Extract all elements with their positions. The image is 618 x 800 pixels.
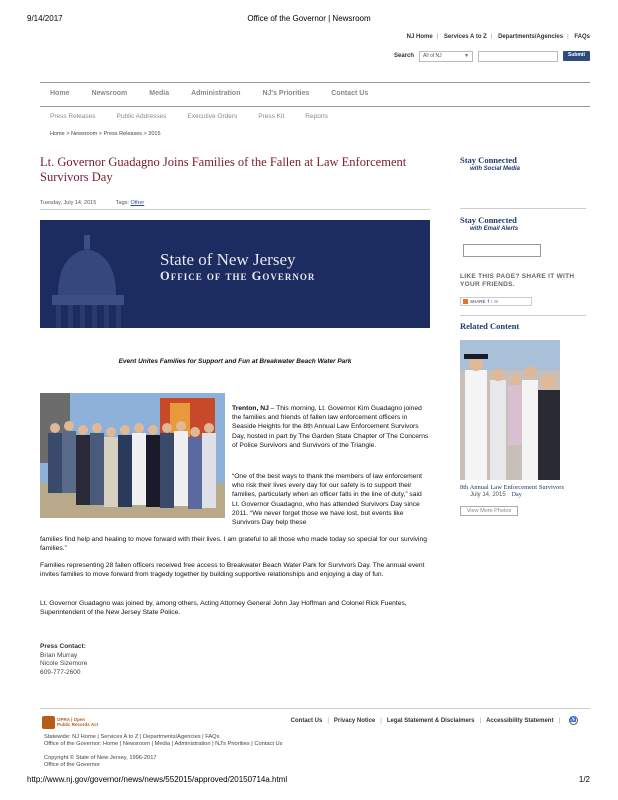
link-services[interactable]: Services A to Z [443, 34, 487, 40]
footer-legal[interactable]: Legal Statement & Disclaimers [386, 717, 475, 724]
article-paragraph-3: Families representing 28 fallen officers received free access to Breakwater Beach Water Park for Survivors Day. The annual event invites families to move forward from tragedy together by building supportive relationships and enjoying a day of fun. [40, 562, 425, 579]
footer-links: Contact Us | Privacy Notice | Legal Statement & Disclaimers | Accessibility Statement | ♿ [290, 717, 577, 724]
related-photo[interactable] [460, 340, 560, 480]
chevron-down-icon: ▼ [464, 52, 470, 59]
link-departments[interactable]: Departments/Agencies [498, 34, 564, 40]
related-caption[interactable]: 8th Annual Law Enforcement Survivors [460, 484, 564, 491]
article-paragraph-4: Lt. Governor Guadagno was joined by, among others, Acting Attorney General John Jay Hoffman and Colonel Rick Fuentes, Superintendent of the New Jersey State Police. [40, 600, 407, 617]
view-more-photos-button[interactable]: View More Photos [460, 506, 518, 516]
banner-state-text: State of New Jersey [160, 250, 296, 269]
social-subtitle[interactable]: with Social Media [470, 166, 521, 172]
article-paragraph-1 [232, 404, 430, 450]
print-date: 9/14/2017 [27, 14, 63, 23]
sidebar-divider-1 [460, 208, 586, 209]
subnav-public-addresses[interactable]: Public Addresses [116, 113, 167, 120]
footer-nav [44, 734, 282, 748]
print-header [0, 14, 618, 26]
search-submit-button[interactable]: Submit [563, 51, 590, 61]
paragraph-1-text: – This morning, Lt. Governor Kim Guadagno joined the families and friends of fallen law enforcement officers in Seaside Heights for the 8th Annual Law Enforcement Survivors Day, hosted in part by The Garden State Chapter of The Concerns of Police Survivors and Survivors of the Triangle. [232, 405, 429, 449]
article-subhead: Event Unites Families for Support and Fun at Breakwater Beach Water Park [118, 358, 352, 365]
footer-divider [40, 708, 590, 709]
search-bar [394, 50, 590, 62]
opra-badge-icon [42, 716, 55, 729]
subnav-press-releases[interactable]: Press Releases [50, 113, 96, 120]
subnav-press-kit[interactable]: Press Kit [258, 113, 285, 120]
tag-link[interactable]: Other [130, 200, 145, 206]
subnav-reports[interactable]: Reports [305, 113, 329, 120]
dateline: Trenton, NJ [232, 405, 269, 412]
nav-contact[interactable]: Contact Us [331, 90, 369, 97]
article-paragraph-2b: families find help and healing to move forward with their lives. I am grateful to all those who made today so special for our surviving families.” [40, 536, 427, 553]
article-date: Tuesday, July 14, 2015 [40, 200, 97, 206]
related-title: Related Content [460, 321, 520, 331]
banner-office-text: Office of the Governor [160, 269, 316, 283]
office-banner [40, 220, 430, 328]
copyright-line-2: Office of the Governor [44, 762, 100, 768]
article-meta [40, 200, 144, 206]
footer-contact-us[interactable]: Contact Us [290, 717, 323, 724]
breadcrumb[interactable]: Home > Newsroom > Press Releases > 2015 [50, 131, 161, 137]
capitol-dome-icon [48, 235, 128, 328]
print-title: Office of the Governor | Newsroom [247, 14, 371, 23]
share-icon [463, 299, 468, 304]
email-icon: ✉ [494, 298, 499, 304]
footer-privacy[interactable]: Privacy Notice [333, 717, 376, 724]
contact-name-1: Brian Murray [40, 651, 78, 659]
footer-statewide[interactable]: Statewide: NJ Home | Services A to Z | Departments/Agencies | FAQs [44, 734, 220, 740]
nav-priorities[interactable]: NJ's Priorities [262, 90, 310, 97]
related-date-value: July 14, 2015 [470, 492, 506, 498]
article-paragraph-2a: “One of the best ways to thank the members of law enforcement who risk their lives every day for our safety is to support their families, particularly when an officer falls in the line of duty,” said Lt. Governor Guadagno, who has attended Survivors Day since 2011. “We never forget those we have lost, but events like Survivors Day help these [232, 473, 422, 527]
contact-label: Press Contact: [40, 643, 86, 650]
facebook-icon: f [487, 299, 490, 304]
copyright [44, 755, 157, 769]
nav-home[interactable]: Home [50, 90, 70, 97]
opra-logo-line-2: Public Records Act [57, 722, 99, 727]
tags-label: Tags: [115, 200, 129, 206]
event-photo [40, 393, 225, 518]
email-field[interactable] [463, 244, 541, 257]
related-caption-day[interactable]: Day [511, 492, 522, 498]
press-contact [40, 643, 87, 677]
print-url: http://www.nj.gov/governor/news/news/552015/approved/20150714a.html [27, 775, 288, 784]
footer-office[interactable]: Office of the Governor: Home | Newsroom | Media | Administration | NJ's Priorities | Contact Us [44, 741, 283, 747]
print-page-number: 1/2 [578, 775, 590, 784]
nav-divider-bottom [40, 106, 590, 107]
opra-logo-text [57, 717, 98, 727]
share-prompt: LIKE THIS PAGE? SHARE IT WITH YOUR FRIENDS. [460, 273, 575, 288]
contact-phone: 609-777-2600 [40, 668, 81, 676]
search-input[interactable] [478, 51, 558, 62]
nav-newsroom[interactable]: Newsroom [91, 90, 128, 97]
search-scope-value: All of NJ [423, 52, 442, 59]
nav-media[interactable]: Media [149, 90, 170, 97]
email-subtitle[interactable]: with Email Alerts [470, 226, 519, 232]
footer-accessibility[interactable]: Accessibility Statement [486, 717, 554, 724]
sidebar-divider-2 [460, 315, 586, 316]
social-title: Stay Connected [460, 155, 517, 165]
email-title: Stay Connected [460, 215, 517, 225]
related-date [470, 492, 522, 498]
opra-logo[interactable] [42, 714, 108, 730]
main-nav [50, 90, 390, 97]
page-title: Lt. Governor Guadagno Joins Families of the Fallen at Law Enforcement Survivors Day [40, 155, 407, 184]
sub-nav [50, 113, 349, 120]
nav-divider-top [40, 82, 590, 83]
link-nj-home[interactable]: NJ Home [406, 34, 433, 40]
subnav-executive-orders[interactable]: Executive Orders [187, 113, 238, 120]
top-links: NJ Home | Services A to Z | Departments/Agencies | FAQs [406, 34, 590, 40]
copyright-line-1: Copyright © State of New Jersey, 1996-2017 [44, 755, 157, 761]
nav-administration[interactable]: Administration [191, 90, 241, 97]
contact-name-2: Nicole Sizemore [40, 660, 88, 667]
search-label: Search [394, 53, 415, 59]
link-faqs[interactable]: FAQs [574, 34, 590, 40]
share-label: SHARE [470, 299, 486, 304]
meta-divider [40, 209, 430, 210]
accessibility-icon[interactable]: ♿ [570, 717, 577, 723]
share-button[interactable] [460, 297, 532, 306]
twitter-icon: t [491, 299, 493, 304]
search-scope-select[interactable] [419, 51, 473, 62]
opra-logo-line-1: OPRA | Open [57, 717, 86, 722]
